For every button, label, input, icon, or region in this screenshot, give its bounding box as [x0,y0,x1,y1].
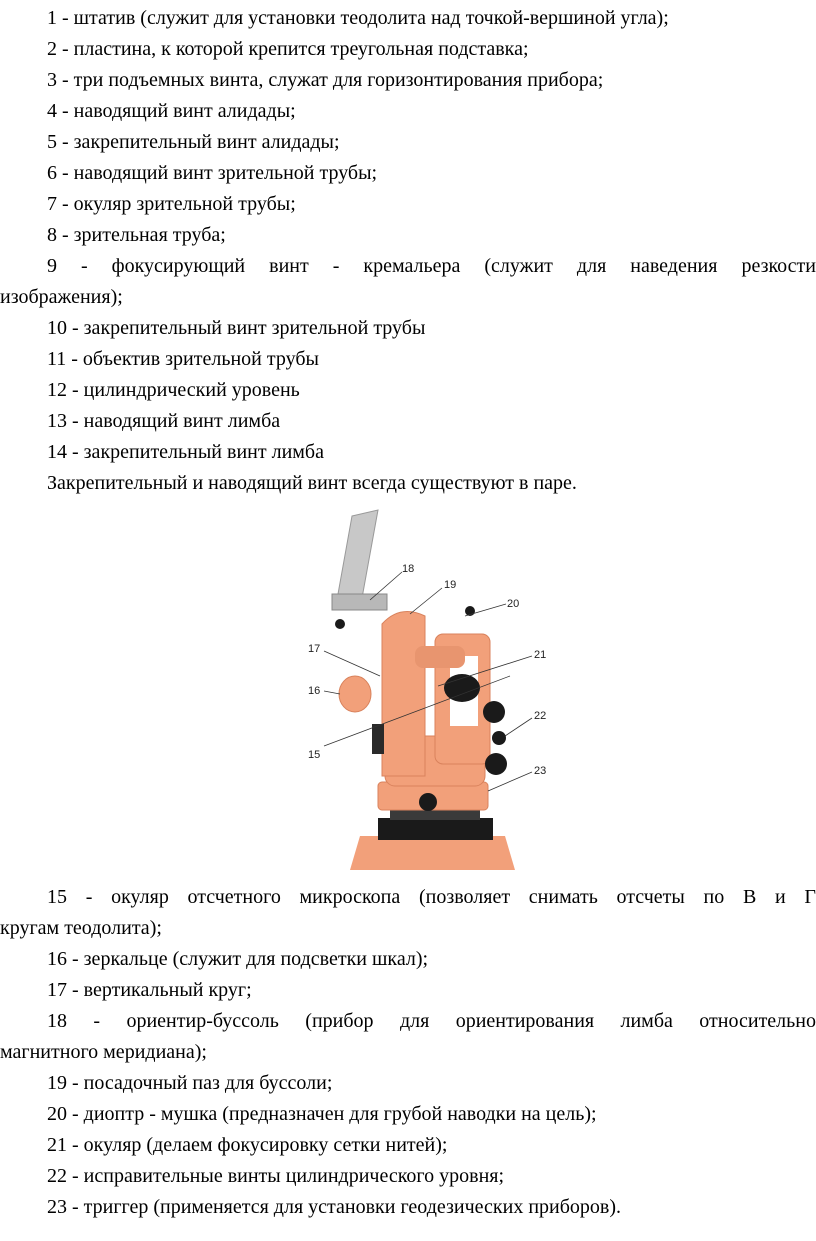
list-item-text: 7 - окуляр зрительной трубы; [47,193,296,215]
callout-label: 23 [534,765,547,777]
callout-label: 16 [308,685,321,697]
callout-label: 19 [444,579,457,591]
levelling-correction-screw [492,731,506,745]
list-item-text: кругам теодолита); [0,917,162,939]
list-item-text: 4 - наводящий винт алидады; [47,100,296,122]
callout-label: 20 [507,598,520,610]
list-item-text: 12 - цилиндрический уровень [47,379,300,401]
list-item-text: 9 - фокусирующий винт - кремальера (служит для наведения резкости [47,255,816,277]
list-item-text: 17 - вертикальный круг; [47,979,252,1001]
note-text: Закрепительный и наводящий винт всегда существуют в паре. [47,472,577,494]
list-item-text: 16 - зеркальце (служит для подсветки шкал); [47,948,429,970]
list-item-text: 14 - закрепительный винт лимба [47,441,324,463]
list-item-text: 15 - окуляр отсчетного микроскопа (позволяет снимать отсчеты по В и Г [47,886,816,908]
levelling-screws [378,818,493,840]
knob [485,753,507,775]
list-item-text: 22 - исправительные винты цилиндрического уровня; [47,1165,505,1187]
list-item-text: 23 - триггер (применяется для установки геодезических приборов). [47,1196,622,1218]
tripod-head [350,836,515,870]
list-item-text: 20 - диоптр - мушка (предназначен для грубой наводки на цель); [47,1103,597,1125]
compass-lid [338,510,378,598]
list-item-text: 19 - посадочный паз для буссоли; [47,1072,333,1094]
theodolite-figure [300,506,565,870]
reading-microscope [372,724,384,754]
vertical-circle [382,612,425,777]
list-item-text: 10 - закрепительный винт зрительной трубы [47,317,426,339]
list-item-text: 6 - наводящий винт зрительной трубы; [47,162,378,184]
list-item-text: 18 - ориентир-буссоль (прибор для ориентирования лимба относительно [47,1010,816,1032]
telescope [415,646,465,668]
list-item-text: 1 - штатив (служит для установки теодолита над точкой-вершиной угла); [47,7,669,29]
compass-knob [335,619,345,629]
callout-label: 17 [308,643,321,655]
list-item-text: 3 - три подъемных винта, служат для горизонтирования прибора; [47,69,604,91]
list-item-text: 8 - зрительная труба; [47,224,226,246]
knob [483,701,505,723]
tribrach-knob [419,793,437,811]
callout-label: 18 [402,563,415,575]
list-item-text: магнитного меридиана); [0,1041,207,1063]
list-item-text: 13 - наводящий винт лимба [47,410,281,432]
list-item-text: 21 - окуляр (делаем фокусировку сетки нитей); [47,1134,448,1156]
callout-label: 21 [534,649,547,661]
illumination-mirror [339,676,371,712]
list-item-text: 5 - закрепительный винт алидады; [47,131,340,153]
callout-label: 15 [308,749,321,761]
list-item-text: 11 - объектив зрительной трубы [47,348,319,370]
orienting-compass [332,594,387,610]
callout-label: 22 [534,710,547,722]
list-item-text: 2 - пластина, к которой крепится треугольная подставка; [47,38,529,60]
list-item-text: изображения); [0,286,123,308]
